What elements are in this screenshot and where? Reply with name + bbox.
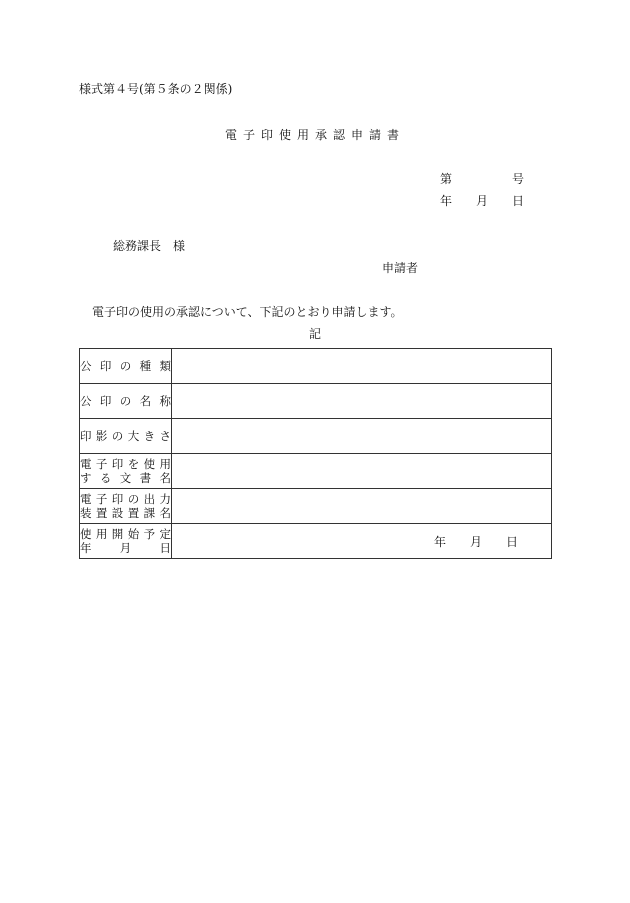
label-line: す る 文 書 名 (80, 471, 171, 485)
table-row (80, 384, 552, 419)
table-row (80, 524, 552, 559)
ki-heading: 記 (308, 327, 321, 341)
number-go: 号 (512, 172, 525, 186)
date-month: 月 (476, 194, 489, 208)
label-line: 使用開始予定 (80, 527, 171, 541)
value-output-device-section[interactable] (172, 489, 552, 524)
table-row (80, 489, 552, 524)
date-year: 年 (440, 194, 453, 208)
label-seal-name (80, 384, 172, 419)
label-line: 印影の大きさ (80, 429, 171, 443)
document-title: 電子印使用承認申請書 (224, 128, 405, 142)
label-line: 公 印 の 名 称 (80, 394, 171, 408)
label-start-date (80, 524, 172, 559)
label-document-name (80, 454, 172, 489)
start-date-month: 月 (470, 535, 483, 549)
form-number: 様式第４号(第５条の２関係) (79, 82, 233, 96)
value-start-date[interactable] (172, 524, 552, 559)
applicant-label: 申請者 (382, 261, 419, 275)
table-row (80, 349, 552, 384)
value-document-name[interactable] (172, 454, 552, 489)
table-row (80, 419, 552, 454)
start-date-fields (434, 533, 518, 549)
label-impression-size (80, 419, 172, 454)
start-date-day: 日 (506, 535, 519, 549)
label-seal-type (80, 349, 172, 384)
date-day: 日 (512, 194, 525, 208)
value-seal-name[interactable] (172, 384, 552, 419)
value-seal-type[interactable] (172, 349, 552, 384)
value-impression-size[interactable] (172, 419, 552, 454)
number-dai: 第 (440, 172, 453, 186)
label-line: 装置設置課名 (80, 506, 171, 520)
label-line: 電子印を使用 (80, 457, 171, 471)
document-number-line (440, 170, 524, 186)
label-line: 公 印 の 種 類 (80, 359, 171, 373)
table-row (80, 454, 552, 489)
start-date-year: 年 (434, 535, 447, 549)
label-line: 電子印の出力 (80, 492, 171, 506)
label-output-device-section (80, 489, 172, 524)
label-line: 年 月 日 (80, 541, 171, 555)
addressee: 総務課長 様 (113, 239, 186, 253)
document-date-line (440, 192, 524, 208)
application-table (79, 348, 552, 559)
request-statement: 電子印の使用の承認について、下記のとおり申請します。 (92, 305, 403, 319)
